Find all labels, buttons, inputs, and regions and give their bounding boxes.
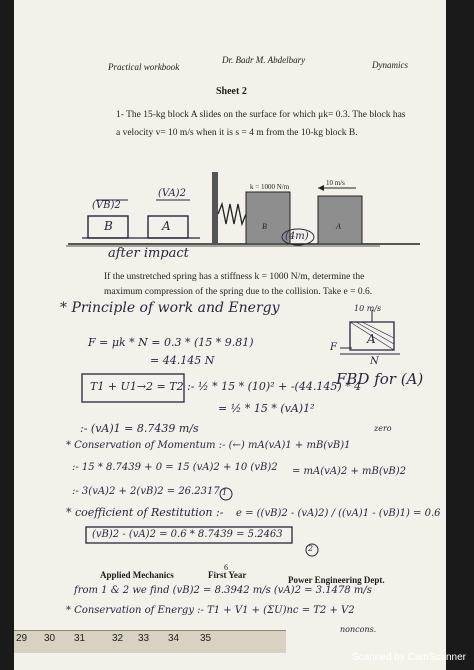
block-b-shape (246, 192, 290, 244)
hand-line-friction: F = μk * N = 0.3 * (15 * 9.81) (88, 336, 254, 349)
fbd-block-a: A (367, 332, 376, 346)
ruler-number: 31 (74, 633, 86, 644)
distance-label: (4m) (285, 231, 309, 242)
ruler-number: 35 (200, 633, 212, 644)
hand-eq1-number: 1 (222, 488, 228, 497)
ruler-number: 34 (168, 633, 180, 644)
block-a-shape (318, 196, 362, 244)
fbd-title: FBD for (A) (336, 370, 424, 388)
after-impact-label: after impact (108, 246, 189, 261)
hand-line-momentum: * Conservation of Momentum :- (←) mA(vA)1 + mB(vB)1 (66, 440, 351, 451)
problem-line-3: If the unstretched spring has a stiffness k = 1000 N/m, determine the (104, 272, 365, 282)
vb2-label: (VB)2 (92, 200, 121, 211)
sheet-title: Sheet 2 (216, 86, 247, 97)
ruler-number: 33 (138, 633, 150, 644)
page-number: 6 (224, 563, 228, 572)
hand-line-results: from 1 & 2 we find (vB)2 = 8.3942 m/s (vA)2 = 3.1478 m/s (74, 585, 372, 596)
figure-block-b-label: B (262, 222, 267, 231)
header-center: Dr. Badr M. Abdelbary (222, 55, 306, 65)
hand-box-b: B (104, 219, 113, 233)
hand-line-restitution-eq: e = ((vB)2 - (vA)2) / ((vA)1 - (vB)1) = 0.6 (236, 508, 441, 519)
hand-box-a: A (162, 219, 171, 233)
velocity-label: 10 m/s (326, 179, 345, 187)
footer-center: First Year (208, 570, 247, 580)
ruler-number: 32 (112, 633, 124, 644)
fbd-friction: F (330, 342, 337, 353)
hand-line-va1: :- (vA)1 = 8.7439 m/s (80, 422, 199, 435)
footer-left: Applied Mechanics (100, 570, 174, 580)
hand-line-friction-result: = 44.145 N (150, 354, 215, 367)
problem-line-1: 1- The 15-kg block A slides on the surface for which μk= 0.3. The block has (116, 110, 406, 120)
va2-label: (VA)2 (158, 188, 186, 199)
hand-eq2-number: 2 (308, 544, 314, 553)
problem-line-4: maximum compression of the spring due to the collision. Take e = 0.6. (104, 287, 373, 297)
spring-shape (218, 204, 246, 224)
hand-line-momentum-2: :- 15 * 8.7439 + 0 = 15 (vA)2 + 10 (vB)2 (72, 462, 278, 473)
footer-right: Power Engineering Dept. (288, 575, 385, 585)
problem-line-2: a velocity v= 10 m/s when it is s = 4 m from the 10-kg block B. (116, 128, 358, 138)
spring-label: k = 1000 N/m (250, 183, 290, 191)
fbd-velocity: 10 m/s (354, 304, 382, 313)
hand-line-work-energy: T1 + U1→2 = T2 :- ½ * 15 * (10)² + -(44.145) * 4 (90, 380, 362, 393)
hand-noncons-note: noncons. (340, 625, 377, 634)
header-right: Dynamics (372, 60, 408, 70)
hand-line-restitution: * coefficient of Restitution :- (66, 506, 224, 519)
scanner-watermark: Scanned by CamScanner (352, 652, 466, 663)
hand-line-energy: * Conservation of Energy :- T1 + V1 + (ΣU)nc = T2 + V2 (66, 605, 355, 616)
ruler-number: 30 (44, 633, 56, 644)
hand-line-momentum-3: = mA(vA)2 + mB(vB)2 (292, 466, 407, 477)
hand-line-work-energy-2: = ½ * 15 * (vA)1² (218, 402, 315, 415)
hand-line-principle: * Principle of work and Energy (60, 300, 280, 316)
ruler-number: 29 (16, 633, 28, 644)
hand-line-eq2: (vB)2 - (vA)2 = 0.6 * 8.7439 = 5.2463 (92, 529, 283, 540)
ruler-strip (14, 630, 286, 653)
header-left: Practical workbook (108, 62, 180, 72)
hand-line-eq1: :- 3(vA)2 + 2(vB)2 = 26.2317 (72, 486, 220, 497)
fbd-normal: N (370, 356, 379, 367)
hand-zero-note: zero (374, 424, 392, 433)
figure-block-a-label: A (336, 222, 341, 231)
